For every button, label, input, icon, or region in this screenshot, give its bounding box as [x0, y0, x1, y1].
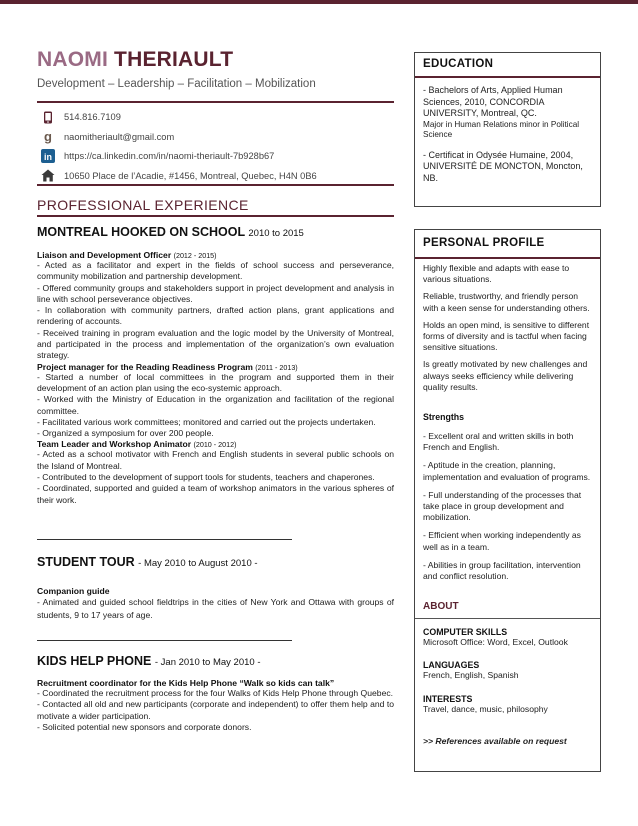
- org-name: STUDENT TOUR: [37, 555, 135, 569]
- job-title-text: Team Leader and Workshop Animator: [37, 439, 192, 450]
- experience-block-2: [37, 586, 394, 622]
- education-entry-2: - Certificat in Odysée Humaine, 2004, UNIVERSITÉ DE MONCTON, Moncton, NB.: [423, 149, 583, 183]
- experience-heading: PROFESSIONAL EXPERIENCE: [37, 197, 249, 213]
- job-dates: (2011 - 2013): [255, 363, 298, 372]
- profile-trait: Is greatly motivated by new challenges and always seeks efficiency while delivering quality results.: [423, 359, 588, 392]
- org-name: MONTREAL HOOKED ON SCHOOL: [37, 225, 245, 239]
- section-separator: [37, 640, 292, 641]
- personal-profile-box: [414, 229, 601, 772]
- home-icon: [40, 169, 56, 183]
- linkedin-icon: [40, 149, 56, 163]
- job-bullet: - Coordinated the recruitment process for the four Walks of Kids Help Phone through Quebec.: [37, 688, 394, 698]
- references-note: >> References available on request: [423, 735, 567, 746]
- interests: Travel, dance, music, philosophy: [423, 703, 548, 714]
- job-dates: (2010 - 2012): [193, 441, 237, 450]
- org-dates: 2010 to 2015: [248, 228, 304, 239]
- job-dates: (2012 - 2015): [173, 252, 217, 260]
- job-title: Companion guide: [37, 586, 110, 596]
- job-bullet: - Solicited potential new sponsors and corporate donors.: [37, 721, 252, 732]
- computer-skills-heading: COMPUTER SKILLS: [423, 627, 508, 638]
- profile-trait: Highly flexible and adapts with ease to various situations.: [423, 263, 570, 285]
- contact-email: [40, 128, 390, 146]
- org-kids-help-phone: [37, 654, 260, 668]
- education-entry-1: - Bachelors of Arts, Applied Human Sciences, 2010, CONCORDIA UNIVERSITY, Montreal, QC.: [423, 85, 563, 118]
- job-description: [37, 596, 394, 622]
- org-name: KIDS HELP PHONE: [37, 654, 152, 668]
- strength-item: - Excellent oral and written skills in both French and English.: [423, 431, 574, 453]
- about-divider: [415, 618, 600, 619]
- first-name: NAOMI: [37, 48, 108, 71]
- svg-text:g: g: [44, 129, 52, 144]
- job-bullet: - Received training in program evaluation and the logic model by the University of Montreal, and participated in the process and implementation of the organization’s own evaluation strategy.: [37, 327, 394, 361]
- job-bullet: - Started a number of local committees in the program and supported them in their development of an action plan using the eco-systemic approach.: [37, 371, 394, 393]
- education-heading: EDUCATION: [423, 58, 494, 70]
- phone-icon: [40, 110, 56, 124]
- job-description: [37, 372, 394, 440]
- job-title: [37, 439, 394, 449]
- education-box: [414, 52, 601, 207]
- profile-traits: [423, 263, 592, 393]
- contact-divider: [37, 184, 394, 186]
- org-montreal-hooked: [37, 225, 304, 239]
- profile-divider: [415, 257, 600, 259]
- education-divider: [415, 76, 600, 78]
- header-divider: [37, 101, 394, 103]
- strengths-list: [423, 431, 592, 582]
- job-bullet: - Organized a symposium for over 200 people.: [37, 428, 214, 439]
- svg-text:in: in: [44, 152, 52, 163]
- linkedin-link[interactable]: https://ca.linkedin.com/in/naomi-theriault-7b928b67: [64, 151, 275, 162]
- languages: French, English, Spanish: [423, 670, 519, 681]
- address: 10650 Place de l’Acadie, #1456, Montreal, Quebec, H4N 0B6: [64, 170, 317, 181]
- strength-item: - Abilities in group facilitation, intervention and conflict resolution.: [423, 559, 581, 582]
- contact-address: [40, 167, 390, 185]
- job-bullet: - Contacted all old and new participants (corporate and independent) to offer them help and to motivate a wider participation.: [37, 699, 394, 721]
- job-bullet: - Contributed to the development of support tools for students, teachers and chaperones.: [37, 472, 375, 483]
- top-rule: [0, 0, 638, 4]
- job-description: [37, 260, 394, 362]
- computer-skills: Microsoft Office: Word, Excel, Outlook: [423, 637, 568, 648]
- about-heading: ABOUT: [423, 601, 459, 613]
- candidate-name: [37, 48, 233, 72]
- job-title-text: Project manager for the Reading Readiness Program: [37, 361, 253, 372]
- job-bullet: - Acted as a school motivator with French and English students in several public schools on the Island of Montreal.: [37, 449, 394, 471]
- tagline: Development – Leadership – Facilitation – Mobilization: [37, 78, 316, 90]
- strength-item: - Full understanding of the processes that take place in group development and mobilization.: [423, 489, 582, 523]
- last-name: THERIAULT: [114, 48, 234, 71]
- job-bullet: - Acted as a facilitator and expert in the fields of school success and perseverance, community mobilization and partnership development.: [37, 260, 394, 282]
- profile-heading: PERSONAL PROFILE: [423, 237, 545, 249]
- interests-heading: INTERESTS: [423, 693, 473, 704]
- languages-heading: LANGUAGES: [423, 660, 480, 671]
- org-dates: - Jan 2010 to May 2010 -: [154, 657, 261, 668]
- job-bullet: - Offered community groups and stakeholders support in project development and analysis in line with school perseverance objectives.: [37, 282, 394, 304]
- strength-item: - Efficient when working independently as well as in a team.: [423, 530, 581, 552]
- profile-trait: Reliable, trustworthy, and friendly person with a keen sense for understanding others.: [423, 291, 590, 313]
- contact-phone: [40, 108, 390, 126]
- job-bullet: - Facilitated various work committees; monitored and carried out the projects undertaken.: [37, 416, 376, 427]
- job-title: Recruitment coordinator for the Kids Help Phone “Walk so kids can talk”: [37, 678, 335, 688]
- experience-divider: [37, 215, 394, 217]
- org-student-tour: [37, 555, 258, 569]
- job-title-text: Liaison and Development Officer: [37, 250, 172, 260]
- job-title: [37, 362, 394, 372]
- job-description: [37, 449, 394, 505]
- job-bullet: - Animated and guided school fieldtrips in the cities of New York and Ottawa with groups of students, 9 to 17 years of age.: [37, 597, 394, 620]
- job-title: [37, 250, 394, 260]
- education-entry-1-note: Major in Human Relations minor in Political Science: [423, 119, 580, 139]
- contact-list: [40, 108, 390, 186]
- strengths-heading: Strengths: [423, 412, 465, 423]
- profile-trait: Holds an open mind, is sensitive to different forms of diversity and is tactful when facing sensitive situations.: [423, 319, 590, 353]
- strength-item: - Aptitude in the creation, planning, implementation and evaluation of programs.: [423, 460, 591, 482]
- org-dates: - May 2010 to August 2010 -: [138, 558, 258, 569]
- section-separator: [37, 539, 292, 540]
- experience-block-1: [37, 250, 394, 506]
- job-description: [37, 688, 394, 733]
- job-bullet: - Worked with the Ministry of Education in the organization and facilitation of the regional committee.: [37, 394, 394, 416]
- google-icon: [40, 130, 56, 144]
- job-bullet: - In collaboration with community partners, drafted action plans, grant applications and rendering of accounts.: [37, 305, 394, 327]
- email-link[interactable]: naomitheriault@gmail.com: [64, 131, 175, 142]
- contact-linkedin: [40, 147, 390, 165]
- experience-block-3: [37, 678, 394, 733]
- job-bullet: - Coordinated, supported and guided a team of workshop animators in the various spheres of their work.: [37, 483, 394, 505]
- phone-number: 514.816.7109: [64, 112, 121, 122]
